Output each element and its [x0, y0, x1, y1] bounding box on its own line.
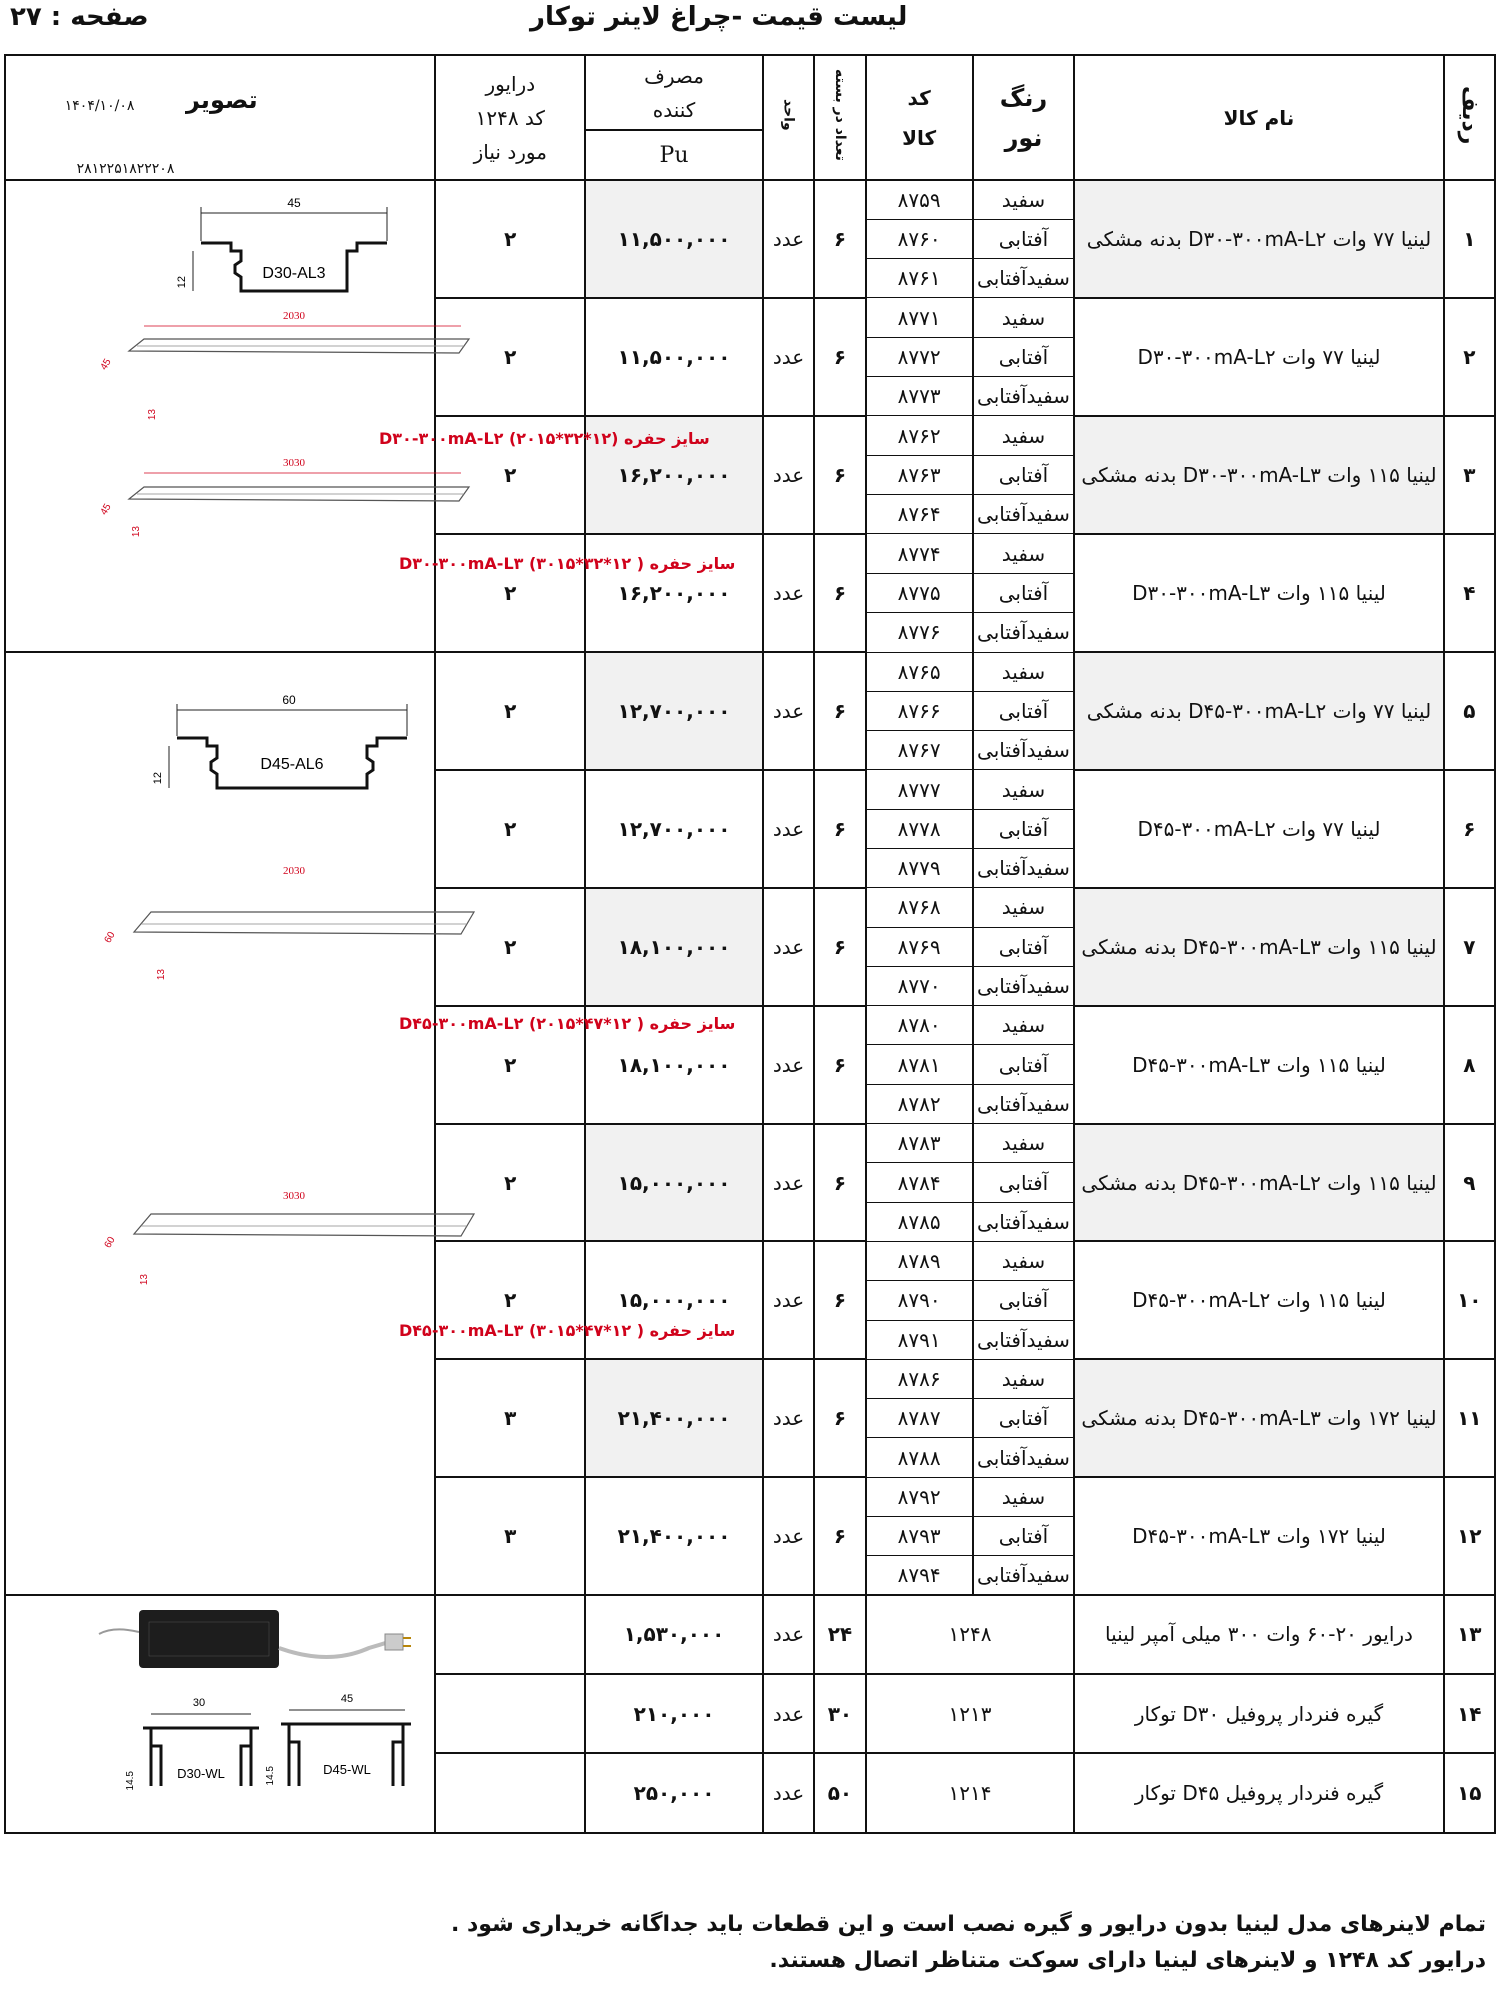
light-color: آفتابی — [973, 337, 1075, 376]
accessory-drawing-svg — [89, 1596, 434, 1832]
col-name-header: نام کالا — [1074, 55, 1443, 180]
driver-count: ۳ — [435, 1359, 585, 1477]
product-code: ۸۷۶۱ — [866, 259, 973, 298]
product-code: ۱۲۱۳ — [866, 1674, 1075, 1754]
product-code: ۸۷۷۴ — [866, 534, 973, 573]
pack-count: ۶ — [814, 1006, 865, 1124]
consumer-price: ۱,۵۳۰,۰۰۰ — [585, 1595, 763, 1674]
product-name: لینیا ۱۱۵ وات D۳۰-۳۰۰mA-L۳ — [1074, 534, 1443, 652]
length-label: 2030 — [283, 864, 306, 877]
dim-60: 60 — [102, 929, 118, 945]
product-name: لینیا ۱۱۵ وات D۴۵-۳۰۰mA-L۲ بدنه مشکی — [1074, 1124, 1443, 1242]
product-code: ۸۷۶۳ — [866, 455, 973, 494]
pack-count: ۶ — [814, 770, 865, 888]
length-label: 2030 — [283, 310, 306, 322]
col-color-header: رنگ نور — [973, 55, 1075, 180]
col-pack-header: تعداد در بسته — [814, 55, 865, 180]
driver-count: ۳ — [435, 1477, 585, 1595]
col-unit-header: واحد — [763, 55, 814, 180]
d30-profile-label: D30-AL3 — [262, 265, 326, 282]
table-row — [5, 652, 1495, 691]
unit: عدد — [763, 652, 814, 770]
row-number: ۱ — [1444, 180, 1495, 298]
table-row — [5, 180, 1495, 219]
consumer-price: ۱۸,۱۰۰,۰۰۰ — [585, 888, 763, 1006]
light-color: آفتابی — [973, 1517, 1075, 1556]
consumer-price: ۲۱,۴۰۰,۰۰۰ — [585, 1477, 763, 1595]
consumer-price: ۲۵۰,۰۰۰ — [585, 1753, 763, 1833]
light-color: سفیدآفتابی — [973, 1320, 1075, 1359]
product-name: درایور ۲۰-۶۰ وات ۳۰۰ میلی آمپر لینیا — [1074, 1595, 1443, 1674]
unit: عدد — [763, 1124, 814, 1242]
light-color: سفیدآفتابی — [973, 848, 1075, 887]
unit: عدد — [763, 416, 814, 534]
product-name: لینیا ۷۷ وات D۳۰-۳۰۰mA-L۲ — [1074, 298, 1443, 416]
light-color: سفیدآفتابی — [973, 731, 1075, 770]
unit: عدد — [763, 1006, 814, 1124]
product-code: ۸۷۹۰ — [866, 1281, 973, 1320]
row-number: ۲ — [1444, 298, 1495, 416]
product-code: ۸۷۹۲ — [866, 1477, 973, 1516]
consumer-price: ۱۱,۵۰۰,۰۰۰ — [585, 298, 763, 416]
clip-d30-width: 30 — [193, 1697, 206, 1710]
pack-count: ۶ — [814, 652, 865, 770]
product-name: لینیا ۱۷۲ وات D۴۵-۳۰۰mA-L۳ — [1074, 1477, 1443, 1595]
consumer-price: ۱۸,۱۰۰,۰۰۰ — [585, 1006, 763, 1124]
col-consumer-sub: Pu — [585, 130, 763, 180]
product-code: ۸۷۸۳ — [866, 1124, 973, 1163]
clip-height: 14.5 — [125, 1771, 137, 1791]
product-code: ۸۷۶۵ — [866, 652, 973, 691]
light-color: آفتابی — [973, 573, 1075, 612]
product-code: ۸۷۷۸ — [866, 809, 973, 848]
pack-count: ۶ — [814, 1124, 865, 1242]
light-color: آفتابی — [973, 1281, 1075, 1320]
pack-count: ۶ — [814, 416, 865, 534]
hole-size-label: سایز حفره ( ۱۲*۴۷*۲۰۱۵) D۴۵-۳۰۰mA-L۲ — [399, 1013, 736, 1033]
unit: عدد — [763, 1595, 814, 1674]
row-number: ۱۱ — [1444, 1359, 1495, 1477]
consumer-price: ۲۱,۴۰۰,۰۰۰ — [585, 1359, 763, 1477]
product-code: ۸۷۷۲ — [866, 337, 973, 376]
consumer-price: ۱۲,۷۰۰,۰۰۰ — [585, 652, 763, 770]
light-color: سفید — [973, 180, 1075, 219]
pack-count: ۶ — [814, 888, 865, 1006]
d30-width-label: 45 — [287, 196, 302, 210]
pack-count: ۶ — [814, 1477, 865, 1595]
driver-count: ۲ — [435, 180, 585, 298]
light-color: آفتابی — [973, 809, 1075, 848]
product-code: ۸۷۸۰ — [866, 1006, 973, 1045]
product-code: ۸۷۹۳ — [866, 1517, 973, 1556]
unit: عدد — [763, 298, 814, 416]
light-color: سفید — [973, 298, 1075, 337]
d45-width-label: 60 — [282, 692, 297, 707]
light-color: سفیدآفتابی — [973, 1438, 1075, 1477]
dim-13: 13 — [147, 409, 159, 421]
product-name: لینیا ۱۱۵ وات D۴۵-۳۰۰mA-L۳ — [1074, 1006, 1443, 1124]
light-color: آفتابی — [973, 691, 1075, 730]
pack-count: ۲۴ — [814, 1595, 865, 1674]
light-color: سفید — [973, 1477, 1075, 1516]
row-number: ۱۵ — [1444, 1753, 1495, 1833]
light-color: سفیدآفتابی — [973, 377, 1075, 416]
product-name: لینیا ۱۱۵ وات D۳۰-۳۰۰mA-L۳ بدنه مشکی — [1074, 416, 1443, 534]
product-name: گیره فنردار پروفیل D۴۵ توکار — [1074, 1753, 1443, 1833]
product-code: ۱۲۱۴ — [866, 1753, 1075, 1833]
light-color: آفتابی — [973, 455, 1075, 494]
row-number: ۷ — [1444, 888, 1495, 1006]
product-code: ۸۷۸۸ — [866, 1438, 973, 1477]
page-number: صفحه : ۲۷ — [10, 2, 149, 32]
driver-count: ۲ — [435, 298, 585, 416]
light-color: سفید — [973, 888, 1075, 927]
product-name: لینیا ۱۱۵ وات D۴۵-۳۰۰mA-L۳ بدنه مشکی — [1074, 888, 1443, 1006]
pack-count: ۶ — [814, 1359, 865, 1477]
pack-count: ۵۰ — [814, 1753, 865, 1833]
light-color: سفید — [973, 1359, 1075, 1398]
row-number: ۱۴ — [1444, 1674, 1495, 1754]
unit: عدد — [763, 888, 814, 1006]
unit: عدد — [763, 1359, 814, 1477]
page-title: لیست قیمت -چراغ لاینر توکار — [530, 2, 908, 32]
driver-count — [435, 1595, 585, 1674]
product-code: ۸۷۷۳ — [866, 377, 973, 416]
light-color: سفیدآفتابی — [973, 259, 1075, 298]
col-consumer-header: مصرف کننده — [585, 55, 763, 130]
dim-45: 45 — [98, 357, 114, 373]
pack-count: ۳۰ — [814, 1674, 865, 1754]
unit: عدد — [763, 180, 814, 298]
pack-count: ۶ — [814, 180, 865, 298]
pack-count: ۶ — [814, 1241, 865, 1359]
product-code: ۸۷۶۲ — [866, 416, 973, 455]
dim-45: 45 — [98, 502, 114, 518]
product-code: ۸۷۹۴ — [866, 1556, 973, 1595]
driver-count: ۲ — [435, 1006, 585, 1124]
light-color: آفتابی — [973, 1399, 1075, 1438]
hole-size-label: سایز حفره ( ۱۲*۴۷*۳۰۱۵) D۴۵-۳۰۰mA-L۳ — [399, 1320, 736, 1340]
product-name: گیره فنردار پروفیل D۳۰ توکار — [1074, 1674, 1443, 1754]
hole-size-label: سایز حفره (۱۲*۳۲*۲۰۱۵) D۳۰-۳۰۰mA-L۲ — [379, 429, 711, 448]
row-number: ۱۰ — [1444, 1241, 1495, 1359]
product-name: لینیا ۷۷ وات D۳۰-۳۰۰mA-L۲ بدنه مشکی — [1074, 180, 1443, 298]
product-code: ۸۷۶۴ — [866, 495, 973, 534]
footer-note-1: تمام لاینرهای مدل لینیا بدون درایور و گیره نصب است و این قطعات باید جداگانه خریداری شود . — [450, 1912, 1486, 1937]
consumer-price: ۱۵,۰۰۰,۰۰۰ — [585, 1124, 763, 1242]
col-driver-header: درایور کد ۱۲۴۸ مورد نیاز — [435, 55, 585, 180]
clip-height: 14.5 — [265, 1766, 277, 1786]
driver-count — [435, 1753, 585, 1833]
driver-count: ۲ — [435, 770, 585, 888]
driver-count: ۲ — [435, 1124, 585, 1242]
product-code: ۸۷۵۹ — [866, 180, 973, 219]
product-name: لینیا ۷۷ وات D۴۵-۳۰۰mA-L۲ — [1074, 770, 1443, 888]
clip-d30-label: D30-WL — [177, 1766, 226, 1782]
consumer-price: ۱۱,۵۰۰,۰۰۰ — [585, 180, 763, 298]
product-code: ۸۷۶۸ — [866, 888, 973, 927]
product-code: ۸۷۸۲ — [866, 1084, 973, 1123]
light-color: سفید — [973, 770, 1075, 809]
row-number: ۴ — [1444, 534, 1495, 652]
product-code: ۸۷۶۰ — [866, 219, 973, 258]
light-color: آفتابی — [973, 219, 1075, 258]
product-code: ۸۷۷۹ — [866, 848, 973, 887]
product-code: ۸۷۶۹ — [866, 927, 973, 966]
light-color: آفتابی — [973, 1045, 1075, 1084]
driver-count — [435, 1674, 585, 1754]
light-color: سفیدآفتابی — [973, 1556, 1075, 1595]
product-code: ۸۷۷۷ — [866, 770, 973, 809]
product-code: ۸۷۶۶ — [866, 691, 973, 730]
product-code: ۱۲۴۸ — [866, 1595, 1075, 1674]
driver-count: ۲ — [435, 888, 585, 1006]
light-color: سفید — [973, 1241, 1075, 1280]
row-number: ۱۳ — [1444, 1595, 1495, 1674]
light-color: سفید — [973, 1006, 1075, 1045]
length-label: 3030 — [283, 1189, 306, 1202]
product-code: ۸۷۷۰ — [866, 966, 973, 1005]
driver-count: ۲ — [435, 534, 585, 652]
light-color: سفید — [973, 416, 1075, 455]
driver-count: ۲ — [435, 1241, 585, 1359]
length-label: 3030 — [283, 457, 306, 469]
consumer-price: ۱۵,۰۰۰,۰۰۰ — [585, 1241, 763, 1359]
unit: عدد — [763, 1674, 814, 1754]
accessory-row — [5, 1595, 1495, 1674]
consumer-price: ۱۶,۲۰۰,۰۰۰ — [585, 416, 763, 534]
unit: عدد — [763, 1753, 814, 1833]
consumer-price: ۱۲,۷۰۰,۰۰۰ — [585, 770, 763, 888]
product-code: ۸۷۸۴ — [866, 1163, 973, 1202]
dim-13: 13 — [131, 526, 143, 538]
driver-count: ۲ — [435, 652, 585, 770]
light-color: آفتابی — [973, 927, 1075, 966]
product-name: لینیا ۱۱۵ وات D۴۵-۳۰۰mA-L۲ — [1074, 1241, 1443, 1359]
product-code: ۸۷۸۱ — [866, 1045, 973, 1084]
light-color: سفید — [973, 534, 1075, 573]
unit: عدد — [763, 534, 814, 652]
product-code: ۸۷۹۱ — [866, 1320, 973, 1359]
hole-size-label: سایز حفره ( ۱۲*۳۲*۳۰۱۵) D۳۰-۳۰۰mA-L۳ — [399, 554, 736, 573]
driver-image — [139, 1610, 279, 1668]
light-color: سفیدآفتابی — [973, 966, 1075, 1005]
col-row-header: ردیف — [1444, 55, 1495, 180]
page-header — [0, 0, 1500, 48]
pack-count: ۶ — [814, 534, 865, 652]
dim-60: 60 — [102, 1234, 118, 1250]
unit: عدد — [763, 770, 814, 888]
light-color: سفیدآفتابی — [973, 495, 1075, 534]
col-code-header: کد کالا — [866, 55, 973, 180]
product-code: ۸۷۷۵ — [866, 573, 973, 612]
row-number: ۹ — [1444, 1124, 1495, 1242]
row-number: ۳ — [1444, 416, 1495, 534]
d45-height-label: 12 — [152, 771, 165, 784]
light-color: سفید — [973, 652, 1075, 691]
accessory-drawings — [5, 1595, 435, 1833]
pack-count: ۶ — [814, 298, 865, 416]
unit: عدد — [763, 1477, 814, 1595]
driver-count: ۲ — [435, 416, 585, 534]
clip-d45-width: 45 — [341, 1693, 354, 1706]
consumer-price: ۲۱۰,۰۰۰ — [585, 1674, 763, 1754]
light-color: سفیدآفتابی — [973, 1084, 1075, 1123]
product-code: ۸۷۷۱ — [866, 298, 973, 337]
col-image-header: تصویر ۱۴۰۴/۱۰/۰۸ ۲۸۱۲۲۵۱۸۲۲۲۰۸ — [5, 55, 435, 180]
clip-d45-label: D45-WL — [323, 1762, 372, 1778]
light-color: سفیدآفتابی — [973, 1202, 1075, 1241]
product-code: ۸۷۸۷ — [866, 1399, 973, 1438]
row-number: ۱۲ — [1444, 1477, 1495, 1595]
d30-height-label: 12 — [176, 276, 189, 289]
light-color: سفیدآفتابی — [973, 613, 1075, 652]
footer-note-2: درایور کد ۱۲۴۸ و لاینرهای لینیا دارای سوکت متناظر اتصال هستند. — [769, 1948, 1486, 1973]
dim-13: 13 — [156, 968, 168, 980]
product-code: ۸۷۸۶ — [866, 1359, 973, 1398]
row-number: ۵ — [1444, 652, 1495, 770]
row-number: ۶ — [1444, 770, 1495, 888]
product-code: ۸۷۷۶ — [866, 613, 973, 652]
product-code: ۸۷۸۵ — [866, 1202, 973, 1241]
product-name: لینیا ۱۷۲ وات D۴۵-۳۰۰mA-L۳ بدنه مشکی — [1074, 1359, 1443, 1477]
product-code: ۸۷۸۹ — [866, 1241, 973, 1280]
d45-profile-label: D45-AL6 — [260, 755, 324, 773]
dim-13: 13 — [139, 1273, 151, 1285]
product-code: ۸۷۶۷ — [866, 731, 973, 770]
product-name: لینیا ۷۷ وات D۴۵-۳۰۰mA-L۲ بدنه مشکی — [1074, 652, 1443, 770]
unit: عدد — [763, 1241, 814, 1359]
row-number: ۸ — [1444, 1006, 1495, 1124]
price-table — [4, 54, 1496, 1834]
consumer-price: ۱۶,۲۰۰,۰۰۰ — [585, 534, 763, 652]
light-color: سفید — [973, 1124, 1075, 1163]
light-color: آفتابی — [973, 1163, 1075, 1202]
